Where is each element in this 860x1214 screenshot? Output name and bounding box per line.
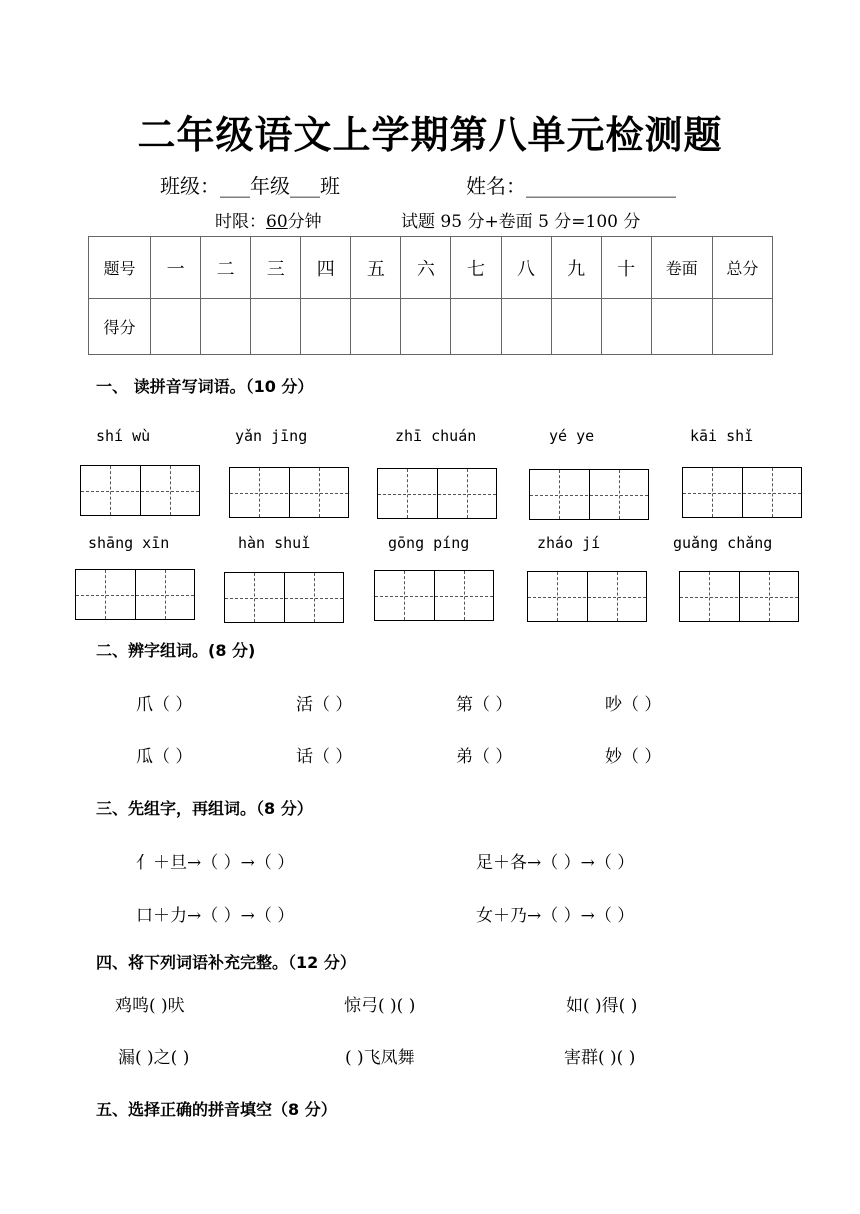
compose-item: 亻＋旦→（ ）→（ ） [136,853,295,873]
header-cell: 卷面 [651,237,712,299]
compose-item: 足＋各→（ ）→（ ） [476,853,635,873]
score-cell[interactable] [551,299,601,355]
writing-grid[interactable] [377,468,497,519]
pinyin-label: zhī chuán [395,427,477,445]
writing-grid[interactable] [229,467,349,518]
score-header-row [89,237,773,299]
score-cell[interactable] [601,299,651,355]
word-item: 吵（ ） [605,695,662,715]
word-item: 弟（ ） [456,747,513,767]
word-item: 瓜（ ） [136,747,193,767]
idiom-item: 如( )得( ) [566,996,638,1016]
time-suffix: 分钟 [287,212,322,232]
score-cell[interactable] [201,299,251,355]
score-cell[interactable] [301,299,351,355]
pinyin-label: hàn shuǐ [238,534,311,552]
writing-grid[interactable] [529,469,649,520]
score-table [88,236,773,355]
section3-heading: 三、先组字，再组词。（8 分） [96,799,313,818]
score-cell[interactable] [451,299,501,355]
word-item: 妙（ ） [605,747,662,767]
score-value-row [89,299,773,355]
header-cell: 二 [201,237,251,299]
writing-grid[interactable] [682,467,802,518]
score-cell[interactable] [501,299,551,355]
pinyin-label: guǎng chǎng [673,534,773,552]
pinyin-label: zháo jí [537,534,601,552]
word-item: 话（ ） [296,747,353,767]
header-cell: 十 [601,237,651,299]
writing-grid[interactable] [224,572,344,623]
writing-grid[interactable] [374,570,494,621]
section2-heading: 二、辨字组词。(8 分) [96,641,256,660]
time-limit [215,207,322,232]
compose-item: 女＋乃→（ ）→（ ） [476,906,635,926]
class-field: 班级：___年级___班 [160,174,340,198]
pinyin-label: shí wù [96,427,151,445]
idiom-item: 漏( )之( ) [118,1048,190,1068]
pinyin-label: kāi shǐ [690,427,754,445]
page-title: 二年级语文上学期第八单元检测题 [137,113,723,157]
header-cell: 一 [151,237,201,299]
writing-grid[interactable] [527,571,647,622]
score-cell[interactable] [351,299,401,355]
time-value: 60 [266,212,288,232]
word-item: 第（ ） [456,695,513,715]
score-cell[interactable] [651,299,712,355]
pinyin-label: yǎn jīng [235,427,308,445]
writing-grid[interactable] [679,571,799,622]
pinyin-label: yé ye [549,427,595,445]
word-item: 活（ ） [296,695,353,715]
header-cell: 八 [501,237,551,299]
header-cell: 三 [251,237,301,299]
idiom-item: ( )飞凤舞 [345,1048,415,1068]
header-cell: 六 [401,237,451,299]
pinyin-label: gōng píng [388,534,470,552]
idiom-item: 惊弓( )( ) [344,996,416,1016]
header-cell: 题号 [89,237,151,299]
writing-grid[interactable] [80,465,200,516]
section5-heading: 五、选择正确的拼音填空（8 分） [96,1100,337,1119]
section1-heading: 一、 读拼音写词语。（10 分） [96,377,314,396]
header-cell: 九 [551,237,601,299]
idiom-item: 害群( )( ) [564,1048,636,1068]
header-cell: 总分 [712,237,772,299]
section4-heading: 四、将下列词语补充完整。（12 分） [96,953,356,972]
score-note: 试题 95 分+卷面 5 分=100 分 [401,212,641,232]
score-cell[interactable] [712,299,772,355]
score-cell[interactable] [401,299,451,355]
header-cell: 七 [451,237,501,299]
writing-grid[interactable] [75,569,195,620]
idiom-item: 鸡鸣( )吠 [115,996,185,1016]
header-cell: 五 [351,237,401,299]
score-cell[interactable] [151,299,201,355]
word-item: 爪（ ） [136,695,193,715]
compose-item: 口＋力→（ ）→（ ） [136,906,295,926]
pinyin-label: shāng xīn [88,534,170,552]
row-label: 得分 [89,299,151,355]
time-prefix: 时限： [215,212,266,232]
header-cell: 四 [301,237,351,299]
name-field: 姓名：_______________ [466,174,676,198]
score-cell[interactable] [251,299,301,355]
